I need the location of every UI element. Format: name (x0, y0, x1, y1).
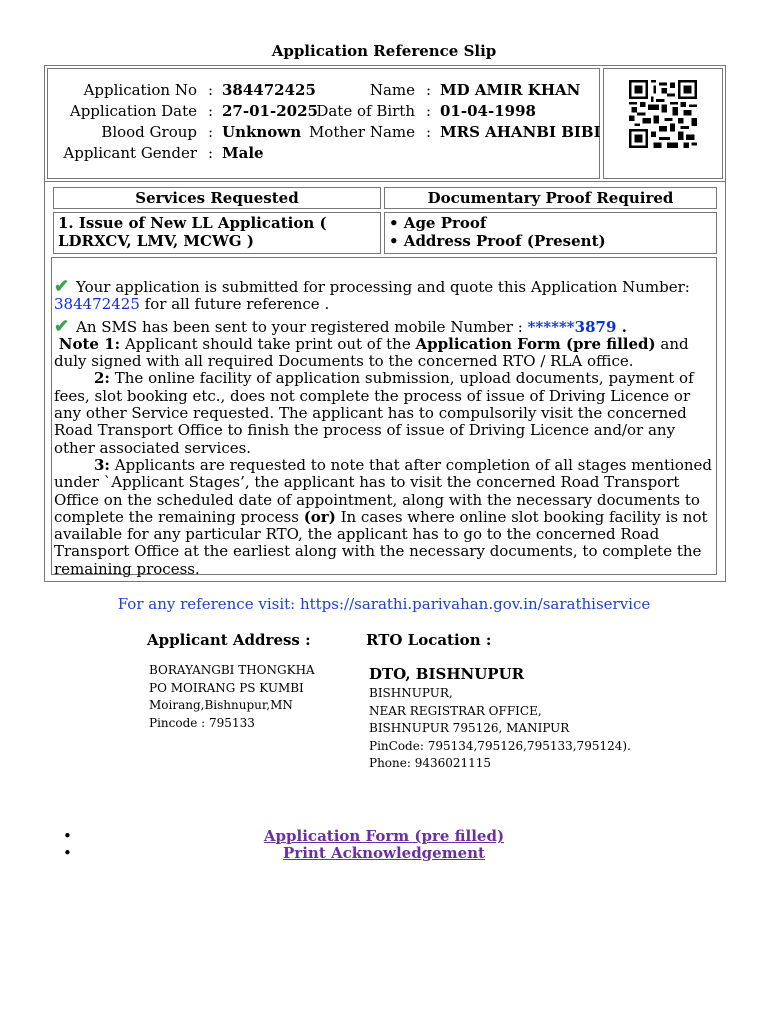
services-table (50, 184, 720, 257)
notes-panel (51, 257, 717, 578)
blood-group-label: Blood Group (101, 123, 197, 141)
list-item (0, 844, 768, 861)
application-no-value: 384472425 (222, 81, 316, 99)
rto-address: DTO, BISHNUPUR BISHNUPUR, NEAR REGISTRAR OFFICE, BISHNUPUR 795126, MANIPUR PinCode: 795134,795126,795133,795124). Phone: 9436021115 (369, 665, 631, 770)
application-no-label: Application No (83, 81, 197, 99)
name-label: Name (369, 81, 415, 99)
list-item (0, 827, 768, 844)
separator: : (208, 144, 214, 162)
applicant-address-heading: Applicant Address : (147, 631, 311, 649)
qr-code-icon (628, 80, 698, 148)
submitted-message: ✔ Your application is submitted for processing and quote this Application Number: 384472425 for all future reference . (54, 276, 690, 314)
proof-item: • Age Proof (389, 214, 487, 232)
gender-value: Male (222, 144, 264, 162)
separator: : (426, 81, 432, 99)
name-value: MD AMIR KHAN (440, 81, 581, 99)
proof-header: Documentary Proof Required (384, 187, 717, 209)
separator: : (208, 123, 214, 141)
mother-name-label: Mother Name (308, 123, 415, 141)
separator: : (208, 81, 214, 99)
sms-message: ✔ An SMS has been sent to your registered mobile Number : ******3879 . (54, 315, 627, 337)
proof-cell (384, 212, 717, 254)
mother-name-value: MRS AHANBI BIBI (440, 123, 601, 141)
rto-location-heading: RTO Location : (366, 631, 492, 649)
separator: : (426, 102, 432, 120)
page-title: Application Reference Slip (271, 42, 497, 60)
mobile-number: ******3879 (527, 317, 617, 336)
application-form-link[interactable]: Application Form (pre filled) (263, 827, 505, 845)
gender-label: Applicant Gender (63, 144, 197, 162)
service-cell: 1. Issue of New LL Application ( LDRXCV, LMV, MCWG ) (53, 212, 381, 254)
blood-group-value: Unknown (222, 123, 302, 141)
check-icon: ✔ (54, 276, 70, 297)
action-links (0, 827, 768, 861)
check-icon: ✔ (54, 315, 70, 337)
services-header: Services Requested (53, 187, 381, 209)
note-2: 2: The online facility of application submission, upload documents, payment of fees, slot booking etc., does not complete the process of issue of Driving Licence or any other Service requested. The applicant has to compulsorily visit the concerned Road Transport Office to finish the process of issue of Driving Licence and/or any other associated services. (54, 369, 694, 457)
note-3: 3: Applicants are requested to note that after completion of all stages mentioned under `Applicant Stages’, the applicant has to visit the concerned Road Transport Office on the scheduled date of appointment, along with the necessary documents to complete the remaining process (or) In cases where online slot booking facility is not available for any particular RTO, the applicant has to go to the concerned Road Transport Office at the earliest along with the necessary documents, to complete the remaining process. (54, 455, 712, 578)
print-acknowledgement-link[interactable]: Print Acknowledgement (283, 844, 485, 862)
separator: : (426, 123, 432, 141)
application-date-value: 27-01-2025 (222, 102, 318, 120)
note-1: Note 1: Applicant should take print out of the Application Form (pre filled) and duly signed with all required Documents to the concerned RTO / RLA office. (54, 334, 689, 371)
reference-link-text: For any reference visit: https://sarathi.parivahan.gov.in/sarathiservice (117, 595, 651, 613)
dob-label: Date of Birth (316, 102, 415, 120)
rto-name: DTO, BISHNUPUR (369, 665, 525, 683)
application-date-label: Application Date (69, 102, 197, 120)
proof-item: • Address Proof (Present) (389, 232, 606, 250)
separator: : (208, 102, 214, 120)
app-number-highlight: 384472425 (54, 295, 140, 314)
dob-value: 01-04-1998 (440, 102, 536, 120)
applicant-address: BORAYANGBI THONGKHA PO MOIRANG PS KUMBI Moirang,Bishnupur,MN Pincode : 795133 (149, 663, 315, 730)
